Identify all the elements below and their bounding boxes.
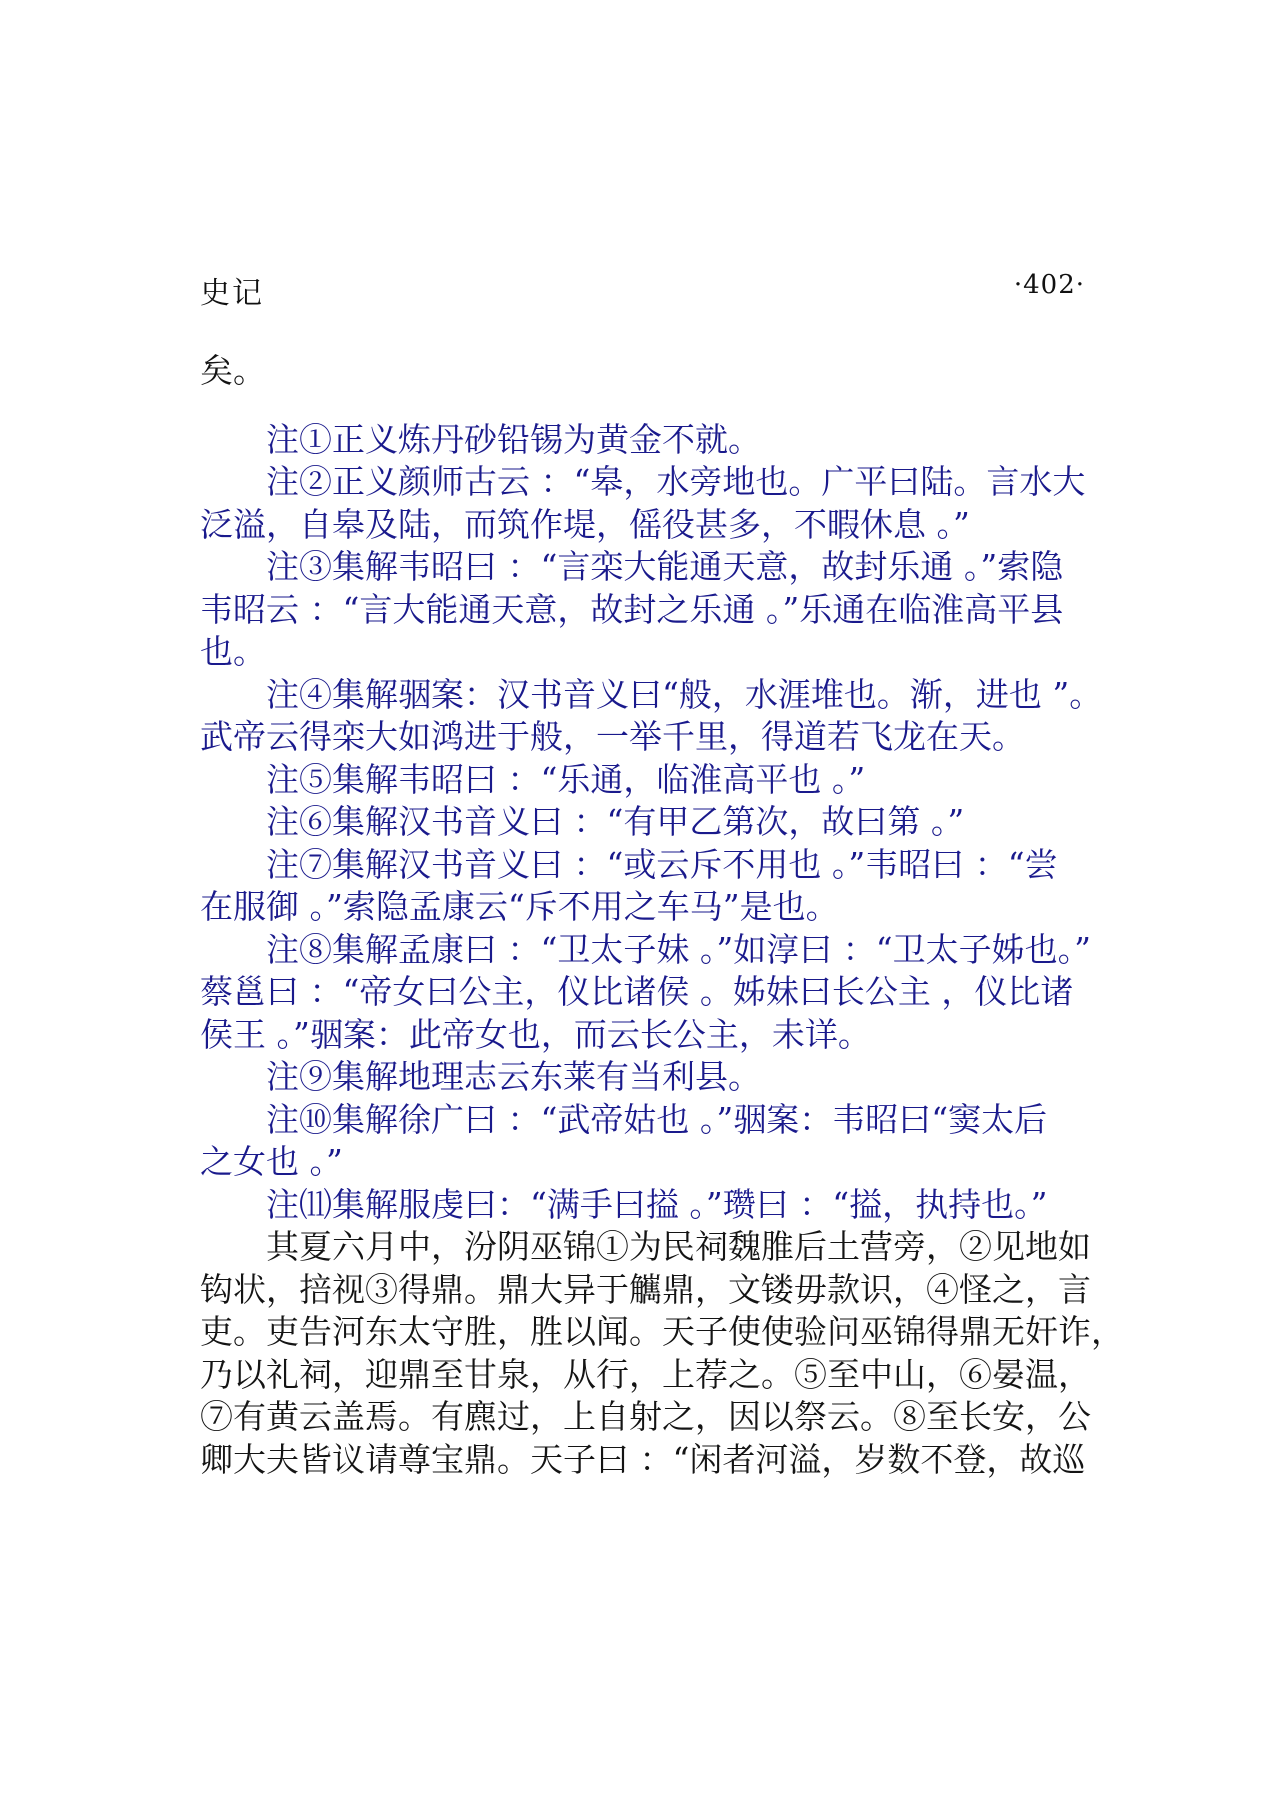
note-line: 也。 bbox=[200, 632, 266, 671]
book-title: 史记 bbox=[200, 276, 264, 311]
note-line: 蔡邕曰 ：“帝女曰公主，仪比诸侯 。姊妹曰长公主 ，仪比诸 bbox=[200, 972, 1074, 1011]
note-line: 注⑨集解地理志云东莱有当利县。 bbox=[266, 1057, 761, 1096]
note-line: 注①正义炼丹砂铅锡为黄金不就。 bbox=[266, 419, 761, 459]
note-line: 注⑧集解孟康曰 ：“卫太子妹 。”如淳曰 ：“卫太子姊也。” bbox=[266, 929, 1091, 969]
body-text-line: 卿大夫皆议请尊宝鼎。天子曰 ：“闲者河溢，岁数不登，故巡 bbox=[200, 1439, 1086, 1479]
page-body bbox=[200, 350, 1124, 1481]
page-header bbox=[200, 268, 1085, 310]
note-line: 侯王 。”骃案：此帝女也，而云长公主，未详。 bbox=[200, 1014, 871, 1054]
body-text-line: 钩状，掊视③得鼎。鼎大异于觽鼎，文镂毋款识，④怪之，言 bbox=[200, 1269, 1091, 1309]
note-line: 注④集解骃案：汉书音义曰“般，水涯堆也。渐，进也 ”。 bbox=[266, 674, 1103, 714]
body-text-line: ⑦有黄云盖焉。有麃过，上自射之，因以祭云。⑧至长安，公 bbox=[200, 1397, 1091, 1436]
note-line: 韦昭云 ：“言大能通天意，故封之乐通 。”乐通在临淮高平县 bbox=[200, 589, 1064, 629]
note-line: 在服御 。”索隐孟康云“斥不用之车马”是也。 bbox=[200, 887, 839, 926]
note-line: 之女也 。” bbox=[200, 1142, 343, 1181]
body-text-line: 其夏六月中，汾阴巫锦①为民祠魏脽后土营旁，②见地如 bbox=[266, 1227, 1091, 1266]
note-line: 注②正义颜师古云 ：“皋，水旁地也。广平曰陆。言水大 bbox=[266, 462, 1086, 501]
text-line-continuation: 矣。 bbox=[200, 351, 266, 390]
note-line: 注⑩集解徐广曰 ：“武帝姑也 。”骃案：韦昭曰“窦太后 bbox=[266, 1099, 1048, 1139]
page-number: ·402· bbox=[1013, 270, 1085, 300]
note-line: 注⑦集解汉书音义曰 ：“或云斥不用也 。”韦昭曰 ：“尝 bbox=[266, 844, 1058, 884]
body-text-line: 吏。吏告河东太守胜，胜以闻。天子使使验问巫锦得鼎无奸诈， bbox=[200, 1312, 1124, 1351]
note-line: 注⑥集解汉书音义曰 ：“有甲乙第次，故曰第 。” bbox=[266, 802, 965, 841]
body-text-line: 乃以礼祠，迎鼎至甘泉，从行，上荐之。⑤至中山，⑥晏温， bbox=[200, 1354, 1091, 1394]
note-line: 泛溢，自皋及陆，而筑作堤，傜役甚多，不暇休息 。” bbox=[200, 504, 970, 544]
note-line: 注⑤集解韦昭曰 ：“乐通，临淮高平也 。” bbox=[266, 759, 866, 799]
note-line: 武帝云得栾大如鸿进于般，一举千里，得道若飞龙在天。 bbox=[200, 717, 1025, 756]
note-line: 注⑾集解服虔曰：“满手曰搤 。”瓒曰 ：“搤，执持也。” bbox=[266, 1184, 1048, 1224]
note-line: 注③集解韦昭曰 ：“言栾大能通天意，故封乐通 。”索隐 bbox=[266, 547, 1064, 586]
